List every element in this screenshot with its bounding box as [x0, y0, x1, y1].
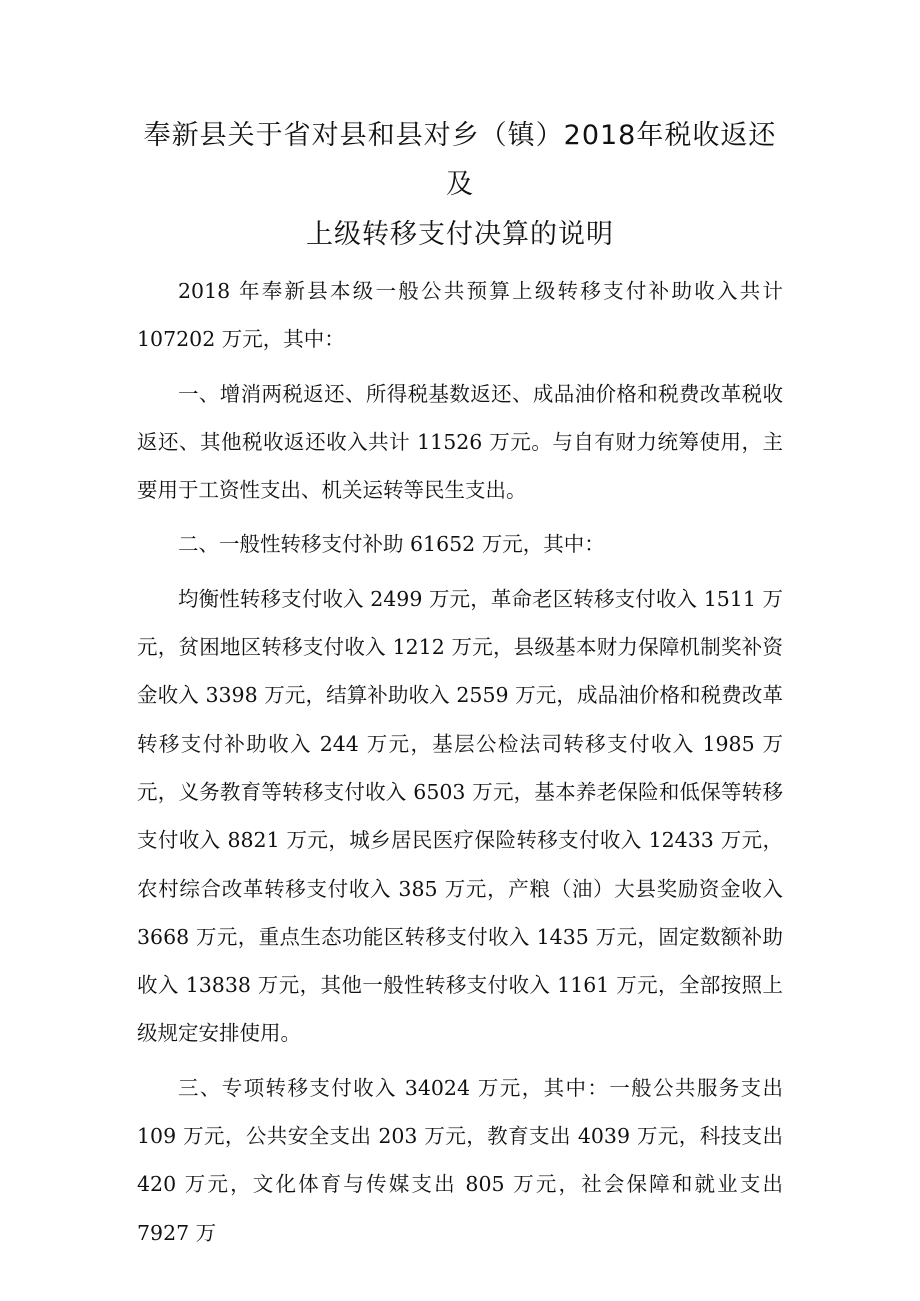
- paragraph-section-3: 三、专项转移支付收入 34024 万元，其中：一般公共服务支出 109 万元，公共安全支出 203 万元，教育支出 4039 万元，科技支出 420 万元，文化体育与传媒支出 805 万元，社会保障和就业支出 7927 万: [137, 1075, 783, 1245]
- paragraph-intro: 2018 年奉新县本级一般公共预算上级转移支付补助收入共计107202 万元，其中：: [137, 279, 783, 352]
- document-body: [137, 267, 783, 1257]
- paragraph-section-1: 一、增消两税返还、所得税基数返还、成品油价格和税费改革税收返还、其他税收返还收入共计 11526 万元。与自有财力统筹使用，主要用于工资性支出、机关运转等民生支出。: [137, 381, 783, 503]
- paragraph-section-2-detail: 均衡性转移支付收入 2499 万元，革命老区转移支付收入 1511 万元，贫困地区转移支付收入 1212 万元，县级基本财力保障机制奖补资金收入 3398 万元，结算补助收入 2559 万元，成品油价格和税费改革转移支付补助收入 244 万元，基层公检法司转移支付收入 1985 万元，义务教育等转移支付收入 6503 万元，基本养老保险和低保等转移支付收入 8821 万元，城乡居民医疗保险转移支付收入 12433 万元，农村综合改革转移支付收入 385 万元，产粮（油）大县奖励资金收入 3668 万元，重点生态功能区转移支付收入 1435 万元，固定数额补助收入 13838 万元，其他一般性转移支付收入 1161 万元，全部按照上级规定安排使用。: [137, 586, 783, 1046]
- paragraph-section-2: 二、一般性转移支付补助 61652 万元，其中：: [178, 532, 605, 557]
- document-title-line1: 奉新县关于省对县和县对乡（镇）2018年税收返还: [143, 120, 777, 151]
- document-title-line3: 上级转移支付决算的说明: [306, 219, 614, 250]
- document-title-line2: 及: [446, 169, 474, 200]
